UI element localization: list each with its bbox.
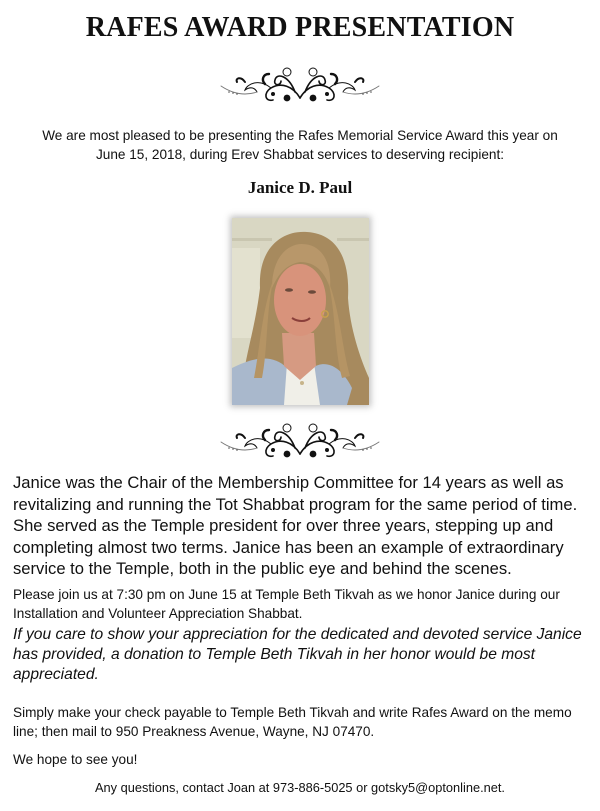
event-invitation: Please join us at 7:30 pm on June 15 at Temple Beth Tikvah as we honor Janice during our Installation and Volunteer Appreciation Shabbat. (13, 587, 560, 621)
closing-line: We hope to see you! (13, 752, 138, 767)
intro-text (0, 126, 600, 164)
recipient-bio: Janice was the Chair of the Membership Committee for 14 years as well as revitalizing and running the Tot Shabbat program for the same period of time. She served as the Temple president for over three years, stepping up and completing almost two terms. Janice has been an example of extraordinary service to the Temple, both in the public eye and behind the scenes. (13, 473, 578, 579)
intro-line-2: June 15, 2018, during Erev Shabbat services to deserving recipient: (95, 147, 505, 162)
check-instructions: Simply make your check payable to Temple Beth Tikvah and write Rafes Award on the memo line; then mail to 950 Preakness Avenue, Wayne, NJ 07470. (13, 705, 572, 739)
donation-appeal: If you care to show your appreciation for the dedicated and devoted service Janice has provided, a donation to Temple Beth Tikvah in her honor would be most appreciated. (13, 626, 582, 683)
decorative-flourish-icon (215, 62, 385, 107)
portrait-photo-icon (232, 218, 369, 405)
intro-line-1: We are most pleased to be presenting the Rafes Memorial Service Award this year on (42, 128, 558, 143)
page-title: RAFES AWARD PRESENTATION (85, 12, 515, 43)
recipient-name: Janice D. Paul (247, 178, 353, 197)
recipient-photo (232, 218, 369, 405)
contact-info: Any questions, contact Joan at 973-886-5025 or gotsky5@optonline.net. (95, 780, 505, 795)
decorative-flourish-icon (215, 418, 385, 463)
